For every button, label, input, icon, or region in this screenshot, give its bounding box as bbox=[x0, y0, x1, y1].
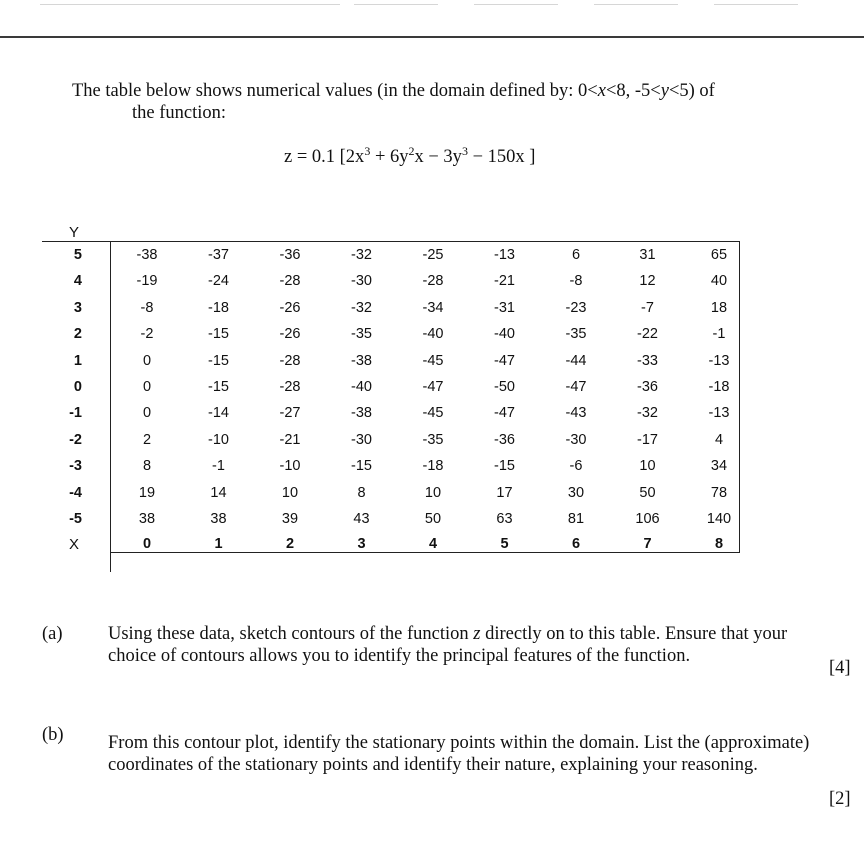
table-axis-divider bbox=[110, 241, 111, 572]
top-rule-3 bbox=[474, 4, 558, 5]
question-b-label: (b) bbox=[42, 725, 64, 745]
table-cell: -35 bbox=[351, 326, 372, 343]
table-cell: -15 bbox=[351, 458, 372, 475]
question-a-marks: [4] bbox=[829, 658, 851, 678]
question-b-marks: [2] bbox=[829, 789, 851, 809]
table-cell: -10 bbox=[208, 431, 229, 448]
y-value: -2 bbox=[69, 431, 82, 448]
table-cell: -18 bbox=[422, 458, 444, 475]
table-cell: -47 bbox=[565, 379, 587, 395]
table-cell: 34 bbox=[710, 458, 728, 475]
y-value: 1 bbox=[73, 352, 82, 369]
question-a-text: Using these data, sketch contours of the function z directly on to this table. Ensure that your choice of contours allows you to identify the principal features of the function. bbox=[108, 624, 788, 666]
table-cell: 6 bbox=[571, 247, 581, 263]
table-cell: -10 bbox=[279, 458, 301, 475]
x-value: 1 bbox=[214, 536, 223, 552]
table-cell: 43 bbox=[353, 511, 370, 527]
question-a-label: (a) bbox=[42, 624, 63, 644]
table-cell: -47 bbox=[494, 405, 515, 422]
table-cell: 8 bbox=[142, 458, 152, 475]
table-cell: -15 bbox=[208, 379, 229, 395]
table-cell: -30 bbox=[351, 273, 372, 290]
intro-line-2: the function: bbox=[132, 103, 227, 123]
table-cell: -7 bbox=[641, 299, 654, 316]
y-value: 5 bbox=[73, 247, 82, 263]
table-cell: 0 bbox=[142, 352, 152, 369]
table-cell: 2 bbox=[142, 431, 152, 448]
table-cell: -24 bbox=[208, 273, 229, 290]
table-cell: -19 bbox=[136, 273, 158, 290]
table-cell: 31 bbox=[639, 247, 656, 263]
table-cell: -36 bbox=[637, 379, 658, 395]
table-cell: -13 bbox=[708, 352, 730, 369]
table-cell: 50 bbox=[424, 511, 442, 527]
table-cell: -22 bbox=[637, 326, 658, 343]
table-cell: -34 bbox=[422, 299, 444, 316]
question-b-text: From this contour plot, identify the stationary points within the domain. List the (approximate) coordinates of the stationary points and identify their nature, explaining your reasoning. bbox=[108, 733, 810, 775]
table-cell: -26 bbox=[279, 299, 301, 316]
table-cell: -28 bbox=[422, 273, 444, 290]
table-cell: -17 bbox=[637, 431, 658, 448]
y-value: -3 bbox=[69, 458, 82, 475]
table-cell: -38 bbox=[136, 247, 158, 263]
table-cell: -43 bbox=[565, 405, 587, 422]
table-cell: 81 bbox=[567, 511, 585, 527]
table-cell: 30 bbox=[567, 484, 585, 501]
table-cell: 0 bbox=[142, 405, 152, 422]
table-cell: 39 bbox=[281, 511, 299, 527]
table-cell: -18 bbox=[208, 299, 229, 316]
table-cell: 63 bbox=[496, 511, 513, 527]
y-value: -1 bbox=[69, 405, 82, 422]
x-value: 7 bbox=[643, 536, 652, 552]
table-cell: 14 bbox=[210, 484, 227, 501]
table-cell: 18 bbox=[710, 299, 728, 316]
table-cell: 65 bbox=[710, 247, 728, 263]
table-cell: -18 bbox=[708, 379, 730, 395]
intro-paragraph: The table below shows numerical values (in the domain defined by: 0<x<8, -5<y<5) of the function: bbox=[72, 80, 792, 124]
y-value: 3 bbox=[73, 299, 82, 316]
table-cell: -8 bbox=[569, 273, 583, 290]
x-value: 3 bbox=[357, 536, 366, 552]
top-rule-5 bbox=[714, 4, 798, 5]
table-cell: -45 bbox=[422, 405, 444, 422]
y-value: -4 bbox=[69, 484, 82, 501]
table-cell: -21 bbox=[279, 431, 301, 448]
y-axis-label: Y bbox=[69, 224, 80, 241]
x-value: 5 bbox=[500, 536, 509, 552]
table-cell: 10 bbox=[281, 484, 299, 501]
table-cell: -38 bbox=[351, 352, 372, 369]
y-value: -5 bbox=[69, 511, 82, 527]
table-cell: -8 bbox=[140, 299, 154, 316]
table-cell: -33 bbox=[637, 352, 658, 369]
table-cell: -1 bbox=[712, 326, 726, 343]
table-cell: -45 bbox=[422, 352, 444, 369]
header-divider bbox=[0, 36, 864, 38]
table-cell: 10 bbox=[639, 458, 656, 475]
table-cell: -37 bbox=[208, 247, 229, 263]
table-cell: 40 bbox=[710, 273, 728, 290]
table-cell: 19 bbox=[138, 484, 156, 501]
table-cell: -36 bbox=[494, 431, 515, 448]
table-cell: -38 bbox=[351, 405, 372, 422]
table-cell: 106 bbox=[635, 511, 660, 527]
table-cell: -36 bbox=[279, 247, 301, 263]
top-rule-4 bbox=[594, 4, 678, 5]
table-cell: -15 bbox=[494, 458, 515, 475]
function-formula: z = 0.1 [$2x^3 + 6y^2x - 3y^3 - 150x$ ] bbox=[284, 144, 536, 167]
table-cell: -6 bbox=[569, 458, 583, 475]
table-cell: -1 bbox=[212, 458, 225, 475]
table-cell: 0 bbox=[142, 379, 152, 395]
x-value: 4 bbox=[428, 536, 438, 552]
table-cell: 17 bbox=[496, 484, 513, 501]
y-value: 4 bbox=[73, 273, 82, 290]
table-cell: -35 bbox=[565, 326, 587, 343]
table-cell: -32 bbox=[351, 299, 372, 316]
table-cell: 12 bbox=[639, 273, 656, 290]
table-cell: -47 bbox=[494, 352, 515, 369]
table-cell: -21 bbox=[494, 273, 515, 290]
table-cell: -13 bbox=[494, 247, 515, 263]
table-cell: -30 bbox=[565, 431, 587, 448]
table-cell: 78 bbox=[710, 484, 728, 501]
x-value: 6 bbox=[571, 536, 581, 552]
table-cell: 50 bbox=[639, 484, 656, 501]
table-cell: -2 bbox=[140, 326, 154, 343]
table-cell: -40 bbox=[494, 326, 515, 343]
y-value: 0 bbox=[73, 379, 82, 395]
table-cell: -44 bbox=[565, 352, 587, 369]
table-cell: 38 bbox=[138, 511, 156, 527]
table-cell: 10 bbox=[424, 484, 442, 501]
table-cell: -31 bbox=[494, 299, 515, 316]
table-cell: -35 bbox=[422, 431, 444, 448]
x-value: 8 bbox=[714, 536, 724, 552]
table-cell: 38 bbox=[210, 511, 227, 527]
top-rule-1 bbox=[40, 4, 340, 5]
table-cell: 4 bbox=[714, 431, 724, 448]
table-cell: 140 bbox=[706, 511, 732, 527]
table-cell: -47 bbox=[422, 379, 444, 395]
table-cell: -23 bbox=[565, 299, 587, 316]
top-rule-2 bbox=[354, 4, 438, 5]
table-cell: -14 bbox=[208, 405, 229, 422]
table-cell: -50 bbox=[494, 379, 515, 395]
table-cell: -25 bbox=[422, 247, 444, 263]
table-cell: -28 bbox=[279, 352, 301, 369]
table-cell: -40 bbox=[351, 379, 372, 395]
table-cell: -28 bbox=[279, 273, 301, 290]
table-cell: -30 bbox=[351, 431, 372, 448]
table-cell: -15 bbox=[208, 352, 229, 369]
table-cell: -32 bbox=[637, 405, 658, 422]
x-value: 2 bbox=[285, 536, 295, 552]
table-cell: -27 bbox=[279, 405, 301, 422]
table-cell: -13 bbox=[708, 405, 730, 422]
table-cell: -32 bbox=[351, 247, 372, 263]
table-cell: -15 bbox=[208, 326, 229, 343]
x-value: 0 bbox=[142, 536, 152, 552]
table-cell: -26 bbox=[279, 326, 301, 343]
table-cell: -28 bbox=[279, 379, 301, 395]
x-axis-label: X bbox=[68, 536, 79, 553]
table-cell: -40 bbox=[422, 326, 444, 343]
y-value: 2 bbox=[73, 326, 82, 343]
table-cell: 8 bbox=[357, 484, 366, 501]
